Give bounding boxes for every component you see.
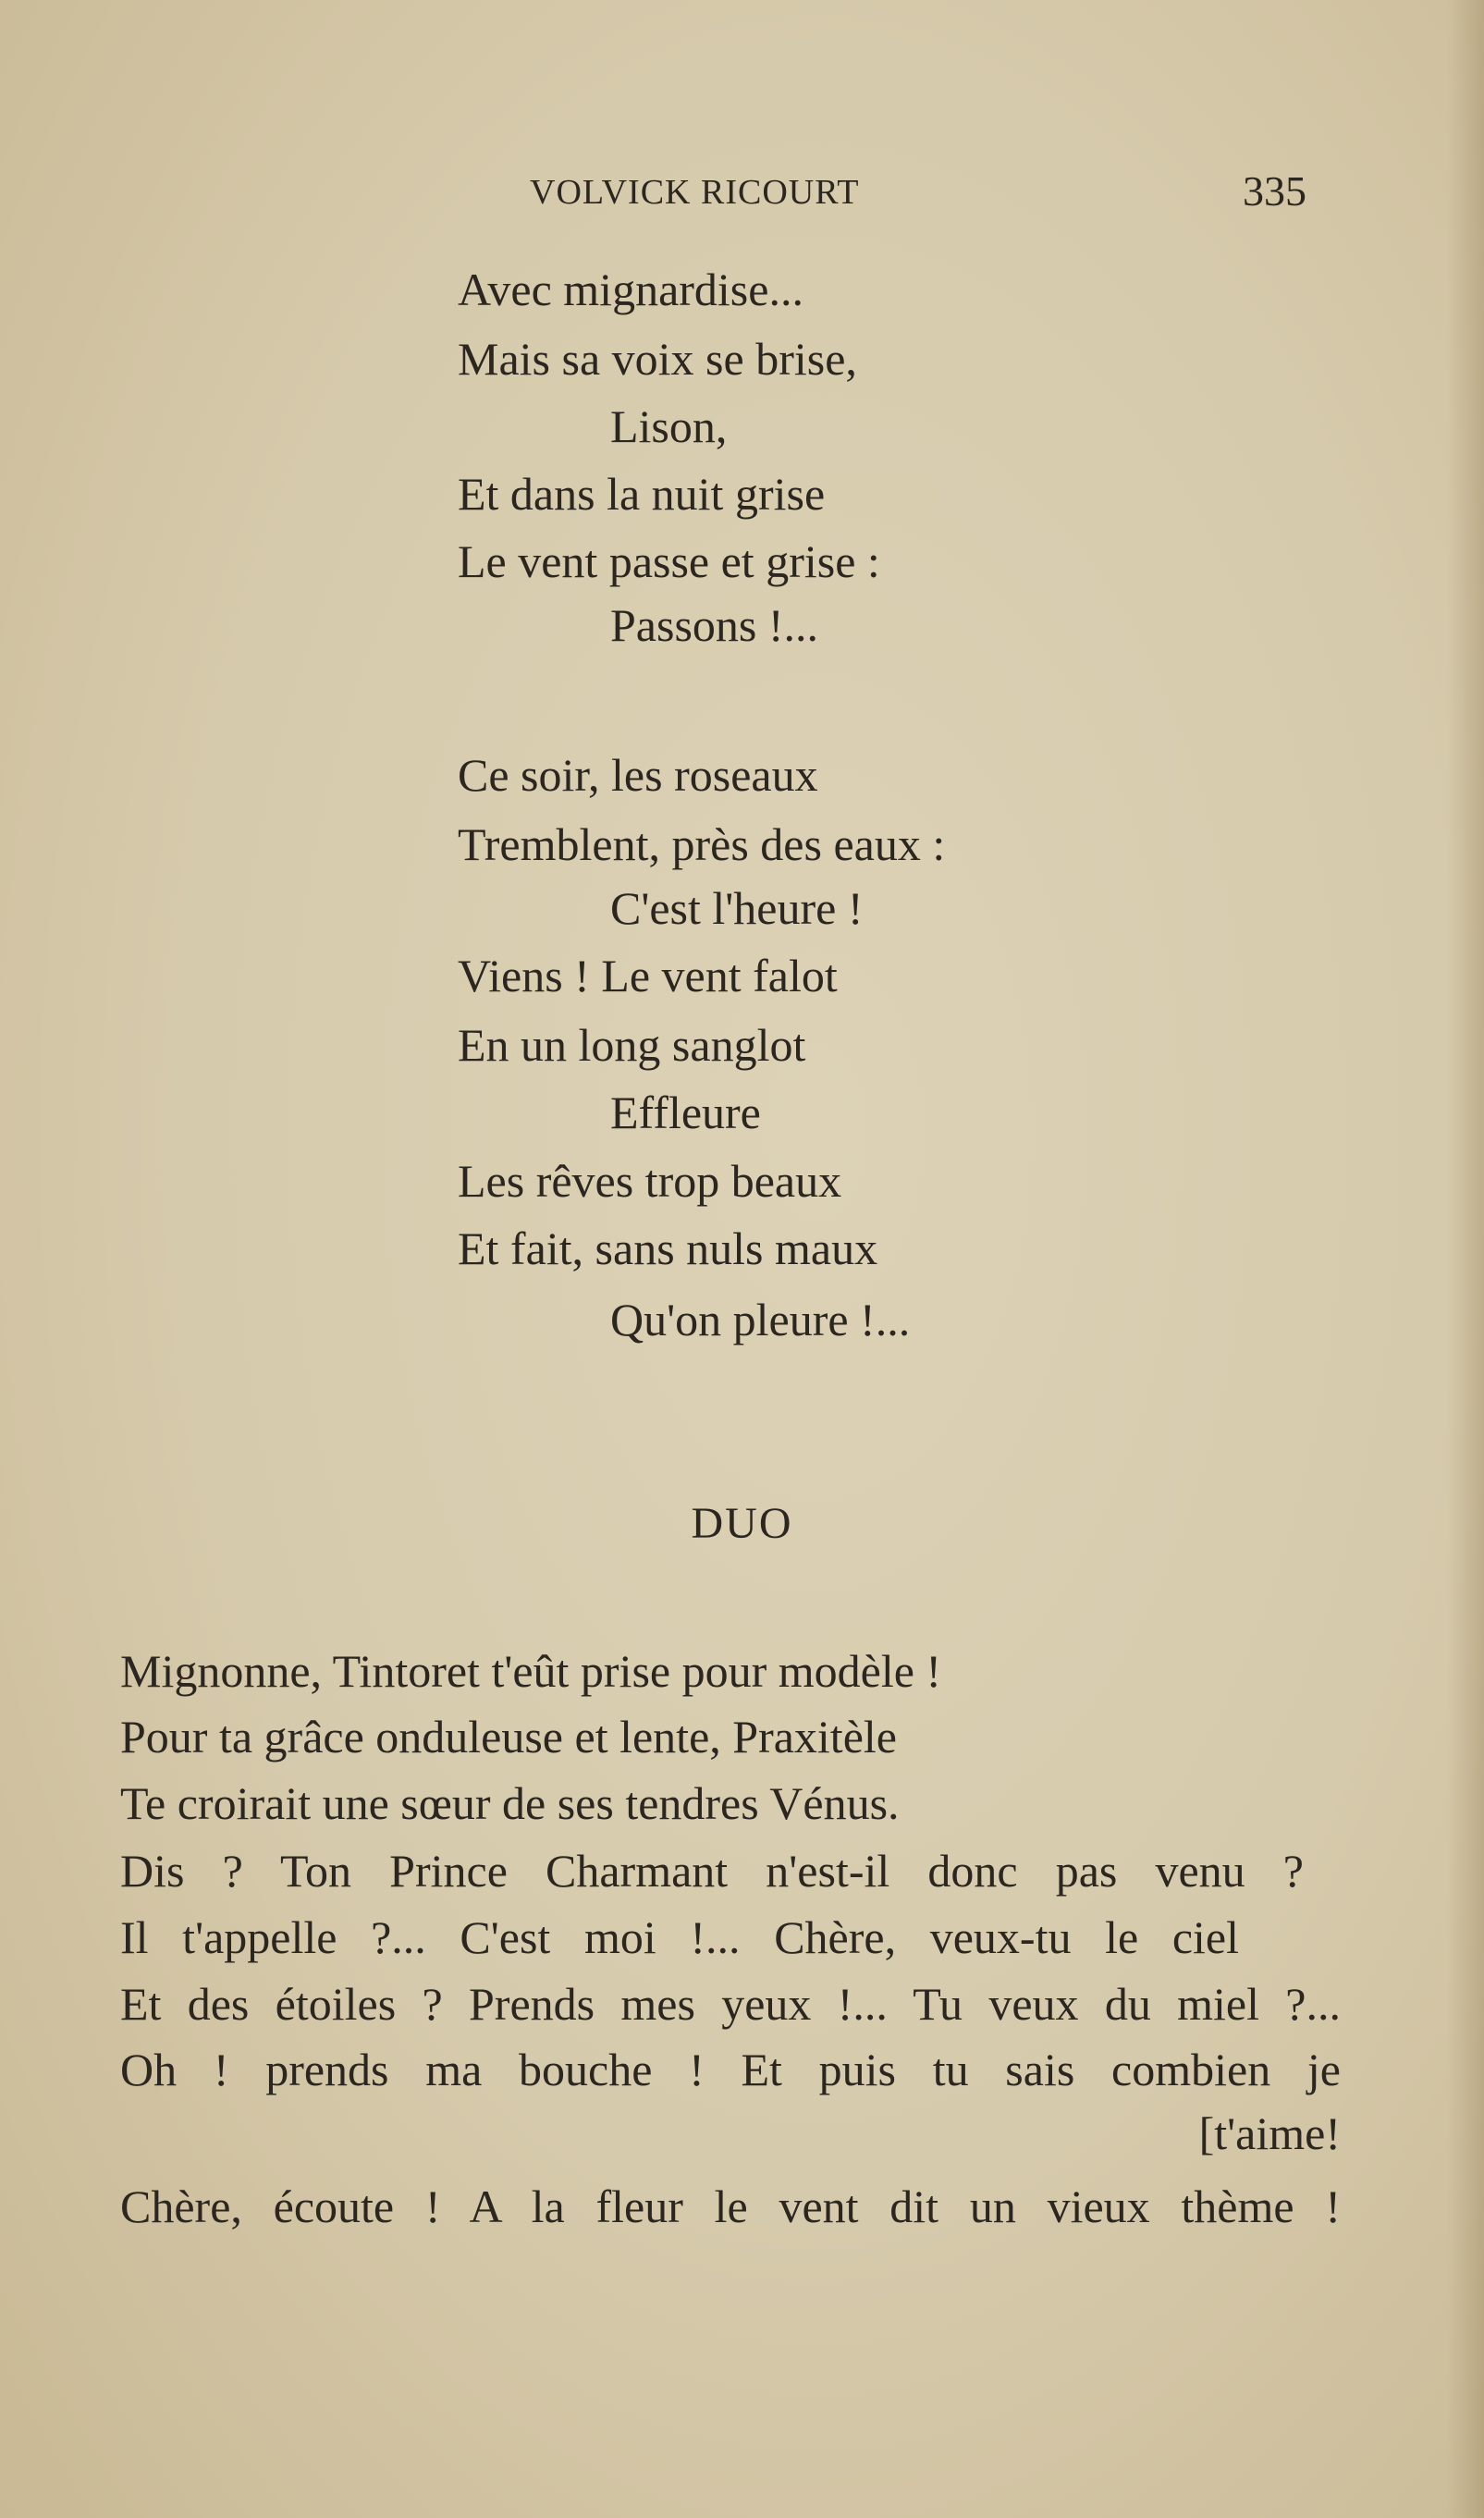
verse-line: C'est l'heure ! bbox=[610, 882, 864, 934]
verse-line: Viens ! Le vent falot bbox=[458, 950, 838, 1001]
page-number: 335 bbox=[1243, 167, 1306, 215]
duo-line: Dis ? Ton Prince Charmant n'est-il donc pas venu ? bbox=[120, 1845, 1304, 1897]
verse-line: Passons !... bbox=[610, 599, 819, 651]
duo-line: Te croirait une sœur de ses tendres Vénus. bbox=[120, 1777, 900, 1829]
duo-line: Il t'appelle ?... C'est moi !... Chère, veux-tu le ciel bbox=[120, 1911, 1239, 1963]
verse-line: Les rêves trop beaux bbox=[458, 1155, 842, 1207]
page-edge-shadow bbox=[1447, 0, 1484, 2518]
verse-line: Effleure bbox=[610, 1087, 761, 1138]
duo-line: Et des étoiles ? Prends mes yeux !... Tu veux du miel ?... bbox=[120, 1978, 1341, 2030]
verse-line: Le vent passe et grise : bbox=[458, 535, 880, 587]
verse-line: Mais sa voix se brise, bbox=[458, 333, 857, 385]
verse-line: Lison, bbox=[610, 400, 728, 452]
duo-line: Pour ta grâce onduleuse et lente, Praxitèle bbox=[120, 1711, 897, 1763]
running-title: VOLVICK RICOURT bbox=[530, 173, 860, 212]
verse-line: Avec mignardise... bbox=[458, 264, 803, 315]
duo-line: Oh ! prends ma bouche ! Et puis tu sais combien je bbox=[120, 2044, 1341, 2095]
duo-line-continuation: [t'aime! bbox=[1198, 2107, 1341, 2159]
poem-title: DUO bbox=[691, 1499, 793, 1548]
verse-line: Et fait, sans nuls maux bbox=[458, 1222, 878, 1274]
duo-line: Chère, écoute ! A la fleur le vent dit un vieux thème ! bbox=[120, 2180, 1341, 2232]
verse-line: Ce soir, les roseaux bbox=[458, 749, 818, 801]
duo-line: Mignonne, Tintoret t'eût prise pour modèle ! bbox=[120, 1645, 942, 1697]
verse-line: En un long sanglot bbox=[458, 1019, 806, 1071]
verse-line: Qu'on pleure !... bbox=[610, 1294, 911, 1345]
verse-line: Et dans la nuit grise bbox=[458, 468, 826, 520]
verse-line: Tremblent, près des eaux : bbox=[458, 818, 946, 870]
